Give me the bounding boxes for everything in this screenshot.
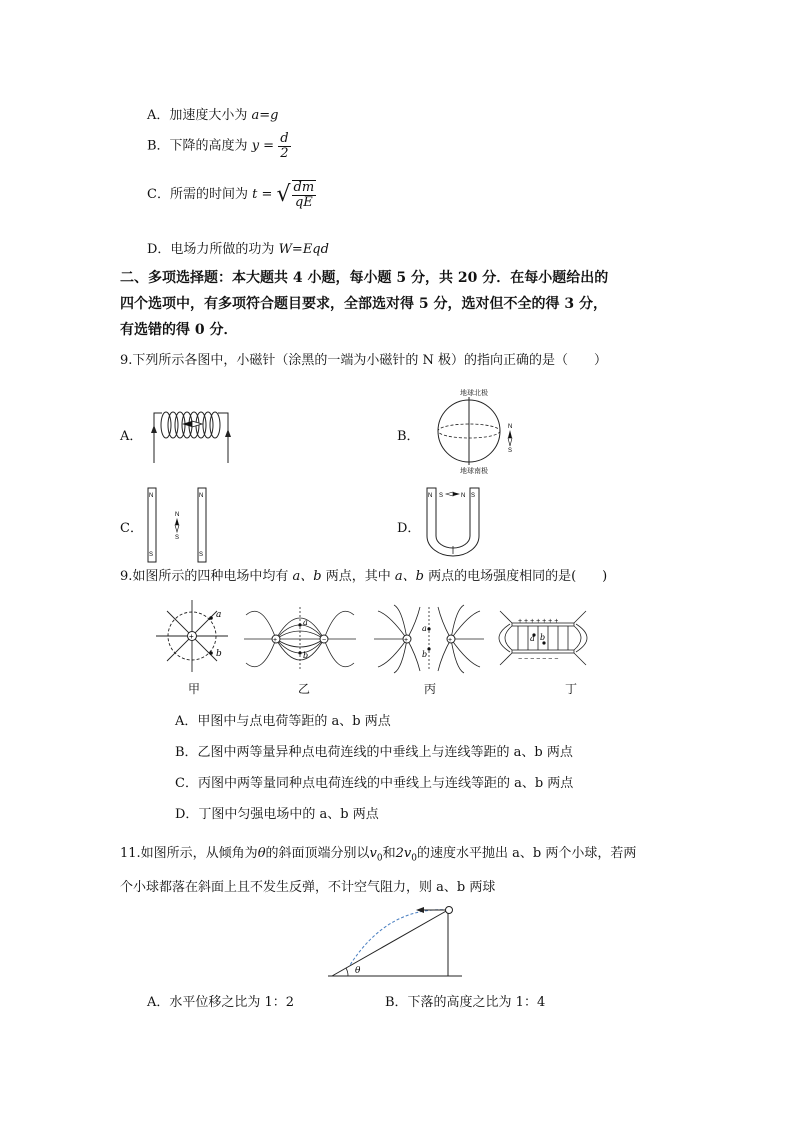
svg-text:S: S	[199, 552, 204, 558]
svg-text:+: +	[273, 637, 278, 644]
svg-text:b: b	[422, 650, 428, 659]
svg-text:b: b	[216, 649, 222, 659]
field-diagram-ding	[492, 605, 594, 671]
svg-text:b: b	[303, 651, 309, 660]
svg-text:S: S	[175, 535, 180, 541]
q8-option-c: C．所需的时间为 t = √ $\frac{dm}{qE}$	[147, 180, 315, 210]
svg-text:+: +	[189, 632, 194, 641]
q9b-option-b: B．乙图中两等量异种点电荷连线的中垂线上与连线等距的 a、b 两点	[175, 745, 573, 760]
q11-option-a: A．水平位移之比为 1：2	[147, 995, 295, 1010]
svg-text:N: N	[428, 493, 433, 499]
caption-ding: 丁	[565, 682, 578, 696]
svg-text:+ + + + + + +: + + + + + + +	[518, 618, 559, 625]
caption-jia: 甲	[188, 682, 201, 696]
fraction-d-over-2: $\frac{d}{2}$	[280, 131, 289, 161]
earth-magnet-diagram	[425, 386, 525, 476]
q9b-option-a: A．甲图中与点电荷等距的 a、b 两点	[175, 714, 391, 729]
q8-option-b: B．下降的高度为 y = $\frac{d}{2}$	[147, 131, 289, 161]
svg-text:N: N	[149, 493, 154, 499]
field-diagram-yi	[242, 605, 358, 673]
earth-south-label: 地球南极	[460, 468, 488, 475]
q11-stem-line2: 个小球都落在斜面上且不发生反弹，不计空气阻力，则 a、b 两球	[120, 880, 496, 895]
needle-n-label: N	[508, 424, 513, 430]
svg-text:+: +	[448, 637, 453, 644]
q9a-stem: 9.下列所示各图中，小磁针（涂黑的一端为小磁针的 N 极）的指向正确的是（ ）	[120, 353, 608, 368]
svg-text:− − − − − − −: − − − − − − −	[518, 656, 559, 663]
svg-text:S: S	[471, 493, 476, 499]
q11-option-b: B．下落的高度之比为 1：4	[385, 995, 546, 1010]
earth-north-label: 地球北极	[460, 390, 488, 397]
svg-text:N: N	[461, 493, 466, 499]
svg-text:a: a	[303, 618, 308, 627]
q8-option-d: D．电场力所做的功为 W=Eqd	[147, 242, 329, 257]
svg-text:S: S	[439, 493, 444, 499]
q11-stem-line1: 11.如图所示，从倾角为θ的斜面顶端分别以$v_0$和$2v_0$的速度水平抛出 a、b 两个小球，若两	[120, 846, 637, 864]
incline-projectile-diagram	[328, 902, 464, 978]
q9a-label-c: C．	[120, 521, 143, 536]
q9a-label-a: A．	[120, 429, 143, 444]
q9a-label-d: D．	[397, 521, 421, 536]
svg-text:a: a	[216, 610, 222, 620]
q9b-stem: 9.如图所示的四种电场中均有 a、b 两点，其中 a、b 两点的电场强度相同的是( )	[120, 569, 608, 584]
needle-s-label: S	[508, 448, 513, 454]
sqrt-radicand: $\frac{dm}{qE}$	[293, 180, 315, 210]
svg-text:a: a	[422, 624, 427, 633]
theta-label: θ	[355, 966, 361, 976]
q9a-label-b: B．	[397, 429, 420, 444]
caption-bing: 丙	[424, 682, 437, 696]
svg-text:S: S	[149, 552, 154, 558]
section2-line3: 有选错的得 0 分．	[120, 322, 238, 338]
q8-option-a: A．加速度大小为 a=g	[147, 108, 279, 123]
q9b-option-c: C．丙图中两等量同种点电荷连线的中垂线上与连线等距的 a、b 两点	[175, 776, 574, 791]
svg-text:b: b	[540, 633, 546, 642]
u-magnet-diagram	[424, 486, 484, 558]
bar-magnets-diagram	[145, 486, 215, 566]
svg-text:−: −	[322, 637, 327, 644]
field-diagram-jia	[152, 598, 234, 674]
q9b-option-d: D．丁图中匀强电场中的 a、b 两点	[175, 807, 379, 822]
caption-yi: 乙	[298, 682, 311, 696]
svg-text:a: a	[530, 634, 535, 643]
sqrt-sign-icon: √	[276, 182, 291, 208]
svg-text:N: N	[199, 493, 204, 499]
section2-line2: 四个选项中，有多项符合题目要求，全部选对得 5 分，选对但不全的得 3 分，	[120, 296, 607, 312]
svg-text:+: +	[404, 637, 409, 644]
field-diagram-bing	[372, 605, 486, 673]
svg-text:N: N	[175, 512, 180, 518]
solenoid-diagram	[148, 395, 243, 465]
section2-line1: 二、多项选择题：本大题共 4 小题，每小题 5 分，共 20 分．在每小题给出的	[120, 270, 609, 286]
